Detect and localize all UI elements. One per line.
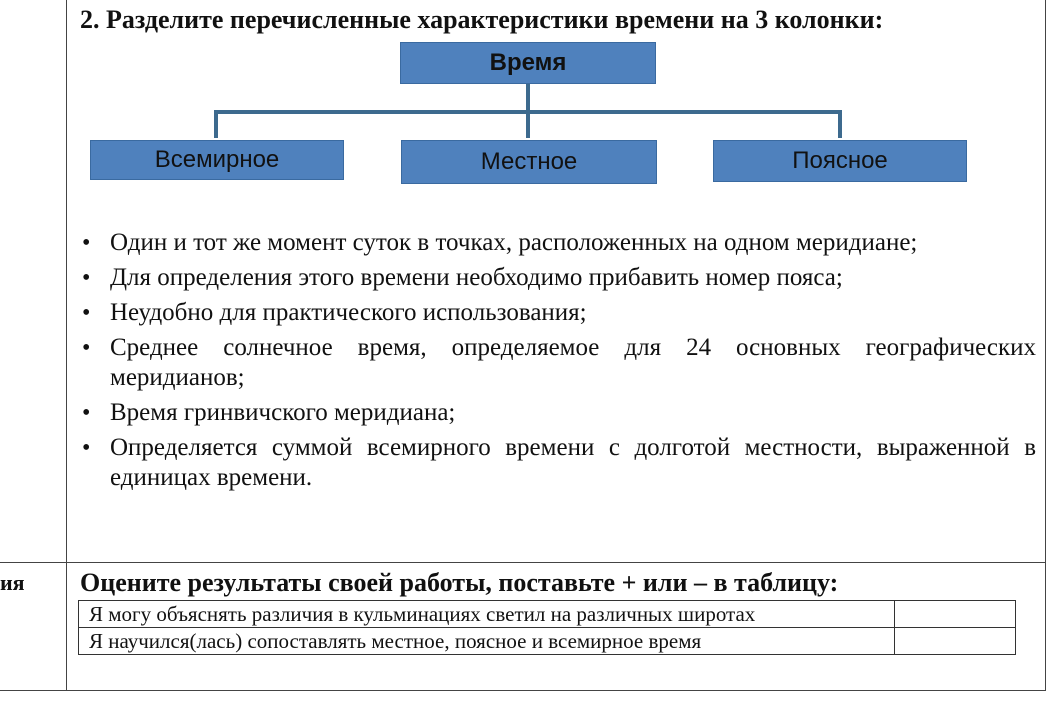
bottom-border-line xyxy=(0,690,1046,691)
connector-horizontal xyxy=(214,110,842,114)
characteristics-list xyxy=(78,228,1036,498)
row-divider-line xyxy=(0,562,1046,563)
evaluation-mark-cell[interactable] xyxy=(895,628,1016,655)
list-item: • Определяется суммой всемирного времени с долготой местности, выраженной в единицах времени. xyxy=(78,433,1036,493)
side-column-label: ия xyxy=(0,570,25,595)
evaluation-statement: Я научился(лась) сопоставлять местное, поясное и всемирное время xyxy=(79,628,895,655)
list-item: • Среднее солнечное время, определяемое для 24 основных географических меридианов; xyxy=(78,333,1036,393)
diagram-box-zone: Поясное xyxy=(713,140,967,182)
list-item: • Для определения этого времени необходимо прибавить номер пояса; xyxy=(78,263,1036,293)
list-item: • Один и тот же момент суток в точках, расположенных на одном меридиане; xyxy=(78,228,1036,258)
evaluation-heading: Оцените результаты своей работы, поставьте + или – в таблицу: xyxy=(80,568,839,597)
left-border-line xyxy=(66,0,67,690)
evaluation-mark-cell[interactable] xyxy=(895,601,1016,628)
connector-right xyxy=(838,110,842,138)
list-item: • Время гринвичского меридиана; xyxy=(78,398,1036,428)
task-heading: 2. Разделите перечисленные характеристики времени на 3 колонки: xyxy=(80,5,884,34)
table-row xyxy=(79,628,1016,655)
table-row xyxy=(79,601,1016,628)
list-item: • Неудобно для практического использования; xyxy=(78,298,1036,328)
diagram-root-box: Время xyxy=(400,42,656,84)
evaluation-table xyxy=(78,600,1016,655)
diagram-box-universal: Всемирное xyxy=(90,140,344,180)
diagram-box-local: Местное xyxy=(401,140,657,184)
evaluation-statement: Я могу объяснять различия в кульминациях светил на различных широтах xyxy=(79,601,895,628)
right-border-line xyxy=(1045,0,1046,690)
connector-left xyxy=(214,110,218,138)
